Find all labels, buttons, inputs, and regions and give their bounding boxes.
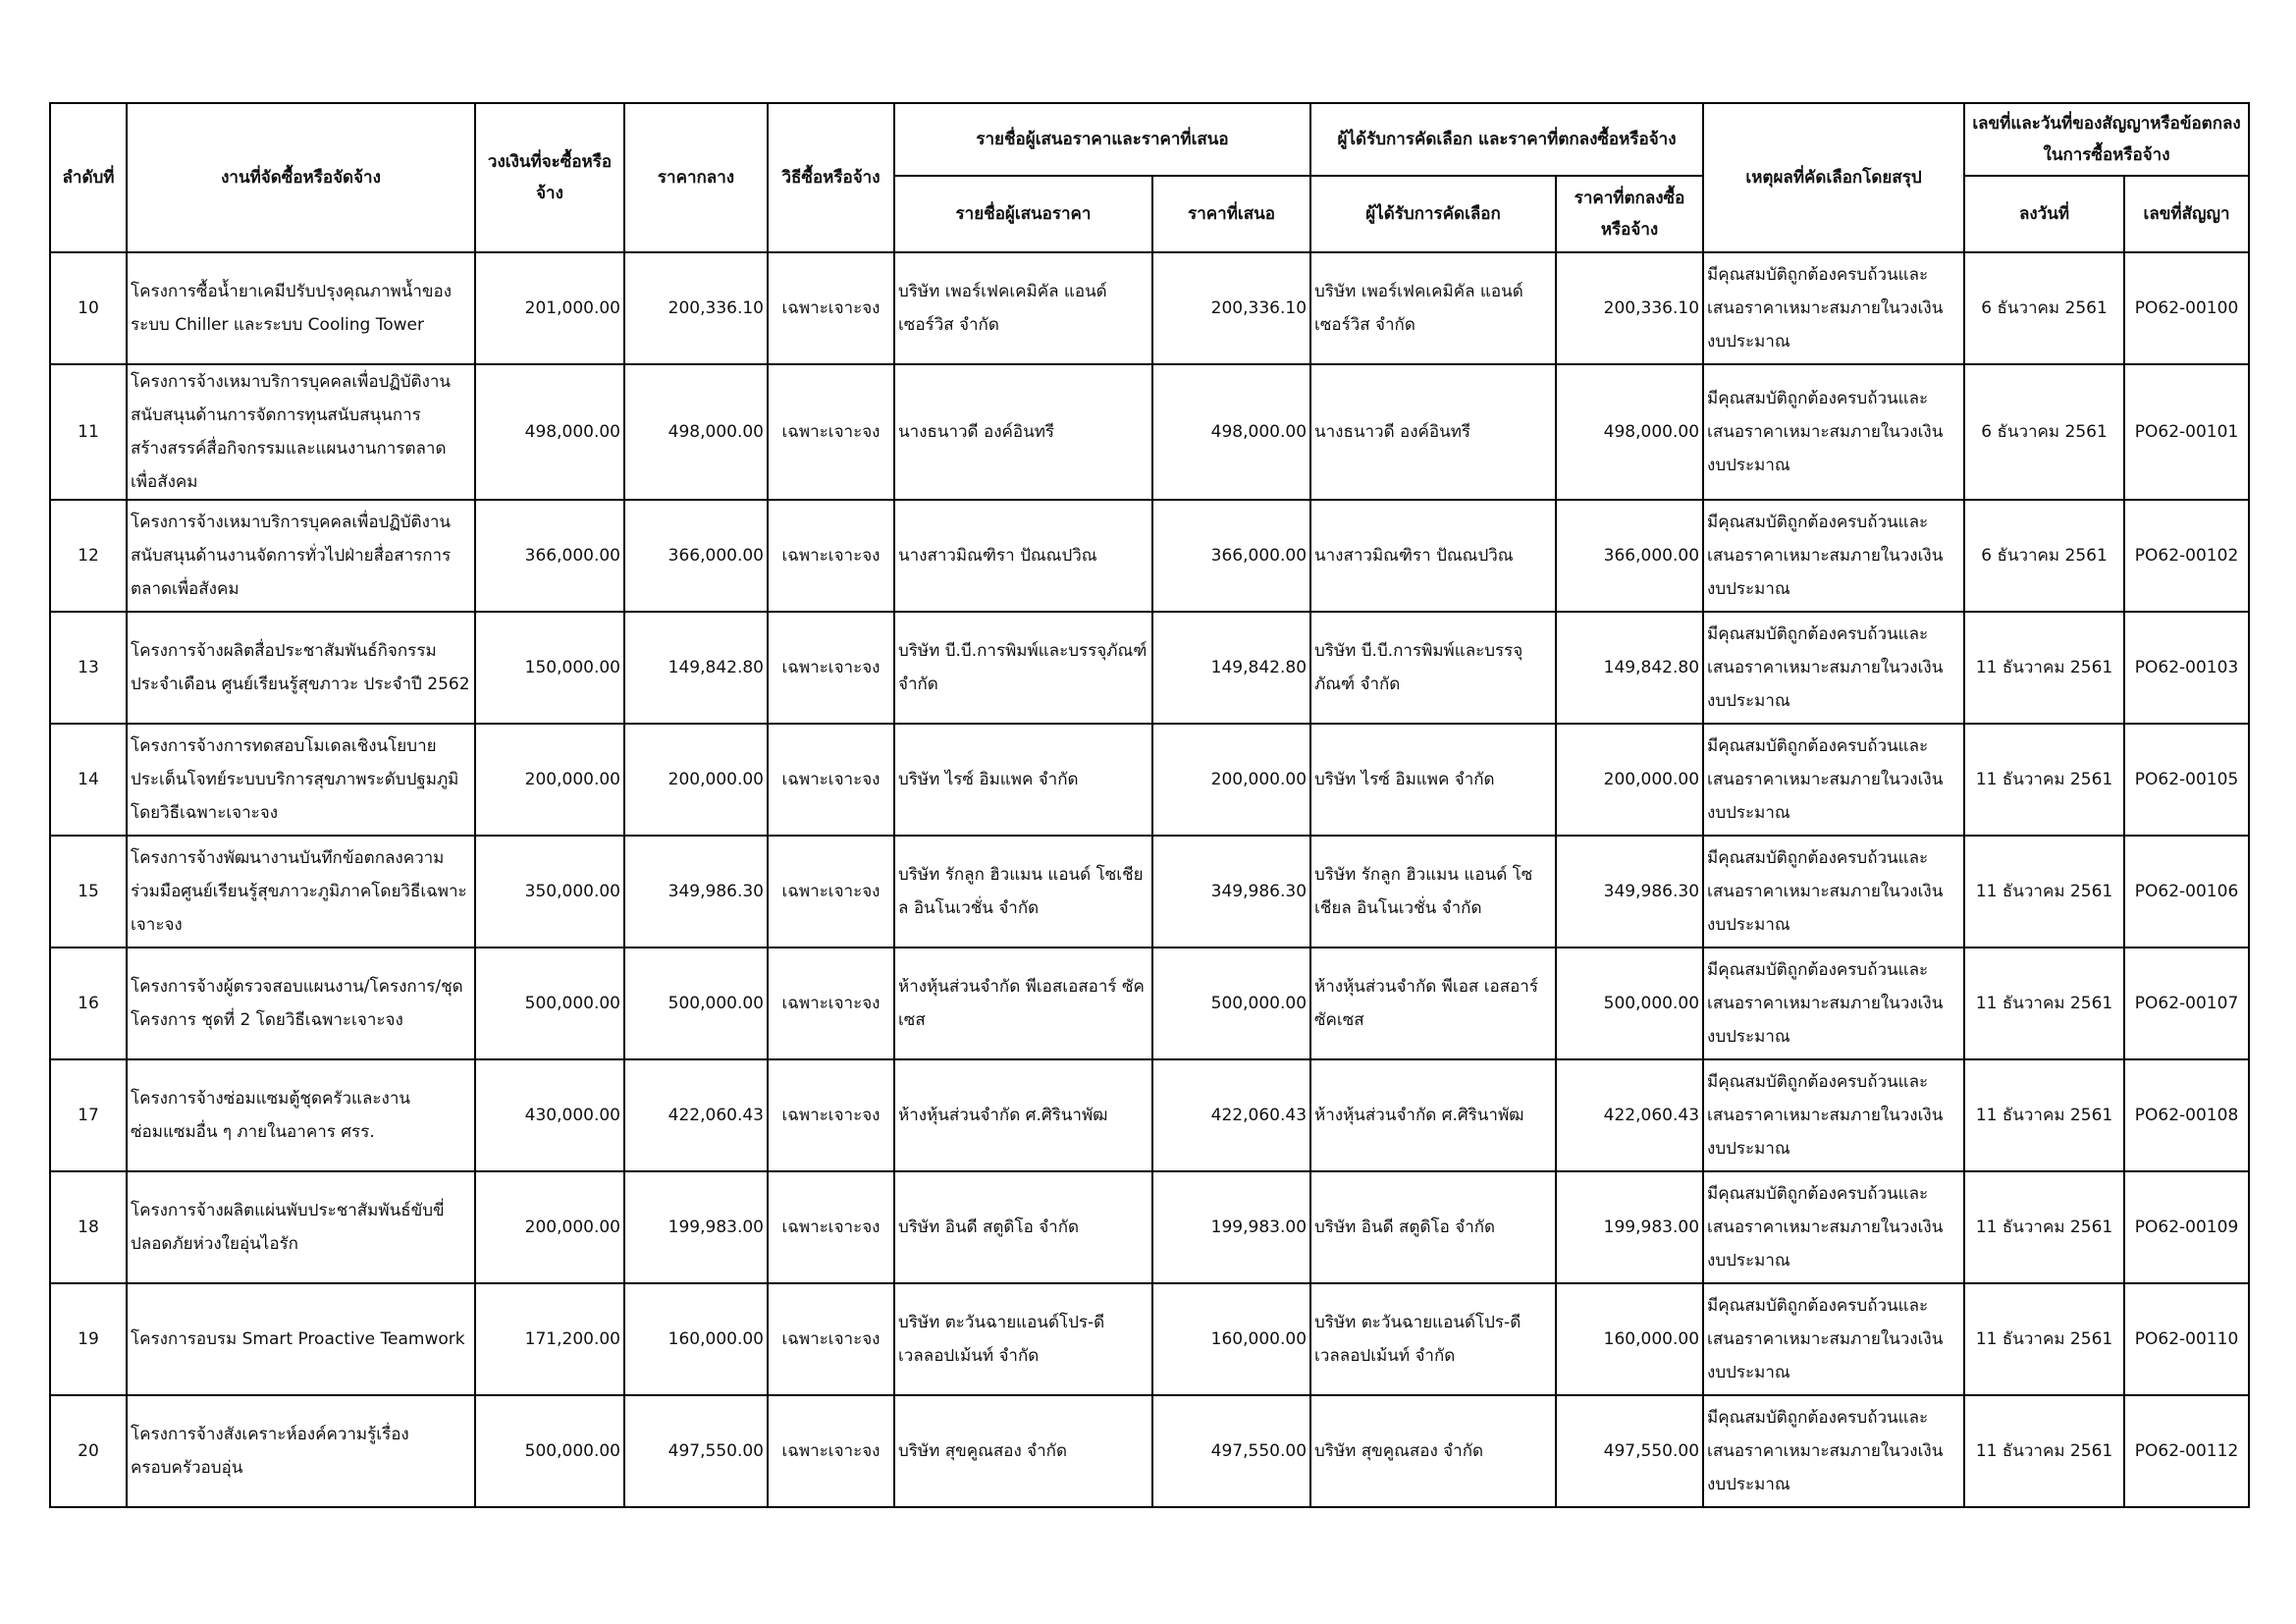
cell-agreed-price: 498,000.00 xyxy=(1556,364,1703,500)
cell-budget: 150,000.00 xyxy=(475,612,624,724)
cell-no: 19 xyxy=(50,1283,127,1395)
cell-selected: บริษัท ไรซ์ อิมแพค จำกัด xyxy=(1310,724,1556,836)
cell-reason: มีคุณสมบัติถูกต้องครบถ้วนและเสนอราคาเหมาะสมภายในวงเงินงบประมาณ xyxy=(1703,1283,1964,1395)
header-no: ลำดับที่ xyxy=(50,103,127,252)
cell-bid-price: 498,000.00 xyxy=(1152,364,1310,500)
cell-contract-no: PO62-00107 xyxy=(2124,947,2249,1059)
header-bidder-name: รายชื่อผู้เสนอราคา xyxy=(894,176,1152,252)
cell-budget: 498,000.00 xyxy=(475,364,624,500)
table-row xyxy=(50,364,2249,500)
cell-no: 15 xyxy=(50,836,127,947)
header-contract-no: เลขที่สัญญา xyxy=(2124,176,2249,252)
table-row xyxy=(50,500,2249,612)
cell-selected: บริษัท เพอร์เฟคเคมิคัล แอนด์ เซอร์วิส จำกัด xyxy=(1310,252,1556,364)
cell-date: 11 ธันวาคม 2561 xyxy=(1964,1171,2124,1283)
cell-median-price: 422,060.43 xyxy=(624,1059,768,1171)
cell-agreed-price: 199,983.00 xyxy=(1556,1171,1703,1283)
cell-bid-price: 500,000.00 xyxy=(1152,947,1310,1059)
cell-median-price: 200,336.10 xyxy=(624,252,768,364)
cell-bid-price: 366,000.00 xyxy=(1152,500,1310,612)
cell-selected: บริษัท บี.บี.การพิมพ์และบรรจุภัณฑ์ จำกัด xyxy=(1310,612,1556,724)
table-row xyxy=(50,947,2249,1059)
cell-bidder: นางสาวมิณฑิรา ปัณณปวิณ xyxy=(894,500,1152,612)
cell-bidder: บริษัท บี.บี.การพิมพ์และบรรจุภัณฑ์ จำกัด xyxy=(894,612,1152,724)
cell-budget: 200,000.00 xyxy=(475,724,624,836)
cell-method: เฉพาะเจาะจง xyxy=(768,724,894,836)
header-budget: วงเงินที่จะซื้อหรือจ้าง xyxy=(475,103,624,252)
cell-budget: 500,000.00 xyxy=(475,947,624,1059)
cell-no: 12 xyxy=(50,500,127,612)
cell-date: 11 ธันวาคม 2561 xyxy=(1964,1059,2124,1171)
cell-contract-no: PO62-00100 xyxy=(2124,252,2249,364)
cell-bid-price: 200,336.10 xyxy=(1152,252,1310,364)
cell-budget: 430,000.00 xyxy=(475,1059,624,1171)
cell-no: 13 xyxy=(50,612,127,724)
cell-agreed-price: 349,986.30 xyxy=(1556,836,1703,947)
cell-no: 17 xyxy=(50,1059,127,1171)
cell-agreed-price: 366,000.00 xyxy=(1556,500,1703,612)
cell-agreed-price: 422,060.43 xyxy=(1556,1059,1703,1171)
cell-method: เฉพาะเจาะจง xyxy=(768,1395,894,1507)
cell-bidder: นางธนาวดี องค์อินทรี xyxy=(894,364,1152,500)
cell-budget: 500,000.00 xyxy=(475,1395,624,1507)
cell-bid-price: 497,550.00 xyxy=(1152,1395,1310,1507)
cell-method: เฉพาะเจาะจง xyxy=(768,947,894,1059)
cell-method: เฉพาะเจาะจง xyxy=(768,612,894,724)
cell-selected: บริษัท อินดี สตูดิโอ จำกัด xyxy=(1310,1171,1556,1283)
cell-no: 18 xyxy=(50,1171,127,1283)
cell-method: เฉพาะเจาะจง xyxy=(768,836,894,947)
header-contract-group: เลขที่และวันที่ของสัญญาหรือข้อตกลงในการซื้อหรือจ้าง xyxy=(1964,103,2249,176)
cell-date: 6 ธันวาคม 2561 xyxy=(1964,500,2124,612)
cell-date: 6 ธันวาคม 2561 xyxy=(1964,364,2124,500)
cell-date: 11 ธันวาคม 2561 xyxy=(1964,1395,2124,1507)
cell-project: โครงการจ้างผลิตแผ่นพับประชาสัมพันธ์ขับขี่ปลอดภัยห่วงใยอุ่นไอรัก xyxy=(127,1171,475,1283)
header-median-price: ราคากลาง xyxy=(624,103,768,252)
table-row xyxy=(50,252,2249,364)
table-body xyxy=(50,252,2249,1507)
header-method: วิธีซื้อหรือจ้าง xyxy=(768,103,894,252)
header-date: ลงวันที่ xyxy=(1964,176,2124,252)
cell-reason: มีคุณสมบัติถูกต้องครบถ้วนและเสนอราคาเหมาะสมภายในวงเงินงบประมาณ xyxy=(1703,1395,1964,1507)
cell-budget: 200,000.00 xyxy=(475,1171,624,1283)
cell-contract-no: PO62-00106 xyxy=(2124,836,2249,947)
cell-bidder: บริษัท ไรซ์ อิมแพค จำกัด xyxy=(894,724,1152,836)
cell-project: โครงการจ้างเหมาบริการบุคคลเพื่อปฏิบัติงานสนับสนุนด้านการจัดการทุนสนับสนุนการสร้างสรรค์สื่อกิจกรรมและแผนงานการตลาดเพื่อสังคม xyxy=(127,364,475,500)
cell-bid-price: 200,000.00 xyxy=(1152,724,1310,836)
cell-budget: 350,000.00 xyxy=(475,836,624,947)
table-row xyxy=(50,1059,2249,1171)
cell-selected: บริษัท สุขคูณสอง จำกัด xyxy=(1310,1395,1556,1507)
cell-contract-no: PO62-00101 xyxy=(2124,364,2249,500)
cell-project: โครงการจ้างเหมาบริการบุคคลเพื่อปฏิบัติงานสนับสนุนด้านงานจัดการทั่วไปฝ่ายสื่อสารการตลาดเพื่อสังคม xyxy=(127,500,475,612)
cell-bid-price: 349,986.30 xyxy=(1152,836,1310,947)
cell-bidder: บริษัท สุขคูณสอง จำกัด xyxy=(894,1395,1152,1507)
cell-bid-price: 422,060.43 xyxy=(1152,1059,1310,1171)
cell-reason: มีคุณสมบัติถูกต้องครบถ้วนและเสนอราคาเหมาะสมภายในวงเงินงบประมาณ xyxy=(1703,947,1964,1059)
cell-no: 11 xyxy=(50,364,127,500)
cell-method: เฉพาะเจาะจง xyxy=(768,252,894,364)
cell-median-price: 497,550.00 xyxy=(624,1395,768,1507)
cell-no: 16 xyxy=(50,947,127,1059)
header-project: งานที่จัดซื้อหรือจัดจ้าง xyxy=(127,103,475,252)
header-agreed-price: ราคาที่ตกลงซื้อหรือจ้าง xyxy=(1556,176,1703,252)
cell-reason: มีคุณสมบัติถูกต้องครบถ้วนและเสนอราคาเหมาะสมภายในวงเงินงบประมาณ xyxy=(1703,364,1964,500)
cell-median-price: 200,000.00 xyxy=(624,724,768,836)
cell-budget: 366,000.00 xyxy=(475,500,624,612)
cell-reason: มีคุณสมบัติถูกต้องครบถ้วนและเสนอราคาเหมาะสมภายในวงเงินงบประมาณ xyxy=(1703,500,1964,612)
cell-bid-price: 199,983.00 xyxy=(1152,1171,1310,1283)
cell-bid-price: 149,842.80 xyxy=(1152,612,1310,724)
cell-project: โครงการจ้างผู้ตรวจสอบแผนงาน/โครงการ/ชุดโครงการ ชุดที่ 2 โดยวิธีเฉพาะเจาะจง xyxy=(127,947,475,1059)
cell-bidder: บริษัท รักลูก ฮิวแมน แอนด์ โซเชียล อินโนเวชั่น จำกัด xyxy=(894,836,1152,947)
cell-date: 6 ธันวาคม 2561 xyxy=(1964,252,2124,364)
cell-project: โครงการจ้างซ่อมแซมตู้ชุดครัวและงานซ่อมแซมอื่น ๆ ภายในอาคาร ศรร. xyxy=(127,1059,475,1171)
cell-bidder: ห้างหุ้นส่วนจำกัด ศ.ศิรินาพัฒ xyxy=(894,1059,1152,1171)
cell-date: 11 ธันวาคม 2561 xyxy=(1964,724,2124,836)
table-row xyxy=(50,1171,2249,1283)
cell-project: โครงการจ้างผลิตสื่อประชาสัมพันธ์กิจกรรมประจำเดือน ศูนย์เรียนรู้สุขภาวะ ประจำปี 2562 xyxy=(127,612,475,724)
cell-reason: มีคุณสมบัติถูกต้องครบถ้วนและเสนอราคาเหมาะสมภายในวงเงินงบประมาณ xyxy=(1703,1059,1964,1171)
cell-project: โครงการอบรม Smart Proactive Teamwork xyxy=(127,1283,475,1395)
cell-no: 20 xyxy=(50,1395,127,1507)
table-row xyxy=(50,1283,2249,1395)
cell-method: เฉพาะเจาะจง xyxy=(768,364,894,500)
cell-selected: ห้างหุ้นส่วนจำกัด ศ.ศิรินาพัฒ xyxy=(1310,1059,1556,1171)
table-row xyxy=(50,612,2249,724)
cell-agreed-price: 497,550.00 xyxy=(1556,1395,1703,1507)
cell-agreed-price: 160,000.00 xyxy=(1556,1283,1703,1395)
cell-median-price: 498,000.00 xyxy=(624,364,768,500)
cell-contract-no: PO62-00109 xyxy=(2124,1171,2249,1283)
table-row xyxy=(50,836,2249,947)
cell-median-price: 349,986.30 xyxy=(624,836,768,947)
cell-agreed-price: 200,336.10 xyxy=(1556,252,1703,364)
cell-reason: มีคุณสมบัติถูกต้องครบถ้วนและเสนอราคาเหมาะสมภายในวงเงินงบประมาณ xyxy=(1703,1171,1964,1283)
cell-no: 10 xyxy=(50,252,127,364)
header-selected-name: ผู้ได้รับการคัดเลือก xyxy=(1310,176,1556,252)
cell-no: 14 xyxy=(50,724,127,836)
cell-contract-no: PO62-00105 xyxy=(2124,724,2249,836)
cell-contract-no: PO62-00103 xyxy=(2124,612,2249,724)
cell-date: 11 ธันวาคม 2561 xyxy=(1964,836,2124,947)
header-reason: เหตุผลที่คัดเลือกโดยสรุป xyxy=(1703,103,1964,252)
cell-bidder: บริษัท ตะวันฉายแอนด์โปร-ดีเวลลอปเม้นท์ จำกัด xyxy=(894,1283,1152,1395)
cell-budget: 201,000.00 xyxy=(475,252,624,364)
cell-selected: นางธนาวดี องค์อินทรี xyxy=(1310,364,1556,500)
header-bidders-group: รายชื่อผู้เสนอราคาและราคาที่เสนอ xyxy=(894,103,1310,176)
cell-bidder: บริษัท อินดี สตูดิโอ จำกัด xyxy=(894,1171,1152,1283)
cell-selected: นางสาวมิณฑิรา ปัณณปวิณ xyxy=(1310,500,1556,612)
cell-reason: มีคุณสมบัติถูกต้องครบถ้วนและเสนอราคาเหมาะสมภายในวงเงินงบประมาณ xyxy=(1703,252,1964,364)
cell-median-price: 500,000.00 xyxy=(624,947,768,1059)
cell-date: 11 ธันวาคม 2561 xyxy=(1964,612,2124,724)
cell-method: เฉพาะเจาะจง xyxy=(768,1059,894,1171)
cell-budget: 171,200.00 xyxy=(475,1283,624,1395)
cell-method: เฉพาะเจาะจง xyxy=(768,1283,894,1395)
cell-bidder: บริษัท เพอร์เฟคเคมิคัล แอนด์ เซอร์วิส จำกัด xyxy=(894,252,1152,364)
cell-agreed-price: 149,842.80 xyxy=(1556,612,1703,724)
cell-date: 11 ธันวาคม 2561 xyxy=(1964,947,2124,1059)
cell-median-price: 366,000.00 xyxy=(624,500,768,612)
cell-agreed-price: 500,000.00 xyxy=(1556,947,1703,1059)
cell-project: โครงการจ้างสังเคราะห์องค์ความรู้เรื่องครอบครัวอบอุ่น xyxy=(127,1395,475,1507)
cell-project: โครงการจ้างพัฒนางานบันทึกข้อตกลงความร่วมมือศูนย์เรียนรู้สุขภาวะภูมิภาคโดยวิธีเฉพาะเจาะจง xyxy=(127,836,475,947)
cell-median-price: 160,000.00 xyxy=(624,1283,768,1395)
header-bid-price: ราคาที่เสนอ xyxy=(1152,176,1310,252)
cell-selected: บริษัท ตะวันฉายแอนด์โปร-ดีเวลลอปเม้นท์ จำกัด xyxy=(1310,1283,1556,1395)
cell-date: 11 ธันวาคม 2561 xyxy=(1964,1283,2124,1395)
cell-selected: ห้างหุ้นส่วนจำกัด พีเอส เอสอาร์ ซัคเซส xyxy=(1310,947,1556,1059)
cell-bidder: ห้างหุ้นส่วนจำกัด พีเอสเอสอาร์ ซัคเซส xyxy=(894,947,1152,1059)
header-selected-group: ผู้ได้รับการคัดเลือก และราคาที่ตกลงซื้อหรือจ้าง xyxy=(1310,103,1703,176)
cell-method: เฉพาะเจาะจง xyxy=(768,500,894,612)
cell-method: เฉพาะเจาะจง xyxy=(768,1171,894,1283)
cell-reason: มีคุณสมบัติถูกต้องครบถ้วนและเสนอราคาเหมาะสมภายในวงเงินงบประมาณ xyxy=(1703,836,1964,947)
cell-contract-no: PO62-00112 xyxy=(2124,1395,2249,1507)
cell-bid-price: 160,000.00 xyxy=(1152,1283,1310,1395)
cell-contract-no: PO62-00108 xyxy=(2124,1059,2249,1171)
table-row xyxy=(50,724,2249,836)
cell-reason: มีคุณสมบัติถูกต้องครบถ้วนและเสนอราคาเหมาะสมภายในวงเงินงบประมาณ xyxy=(1703,724,1964,836)
header-row xyxy=(50,103,2249,176)
cell-median-price: 149,842.80 xyxy=(624,612,768,724)
procurement-table xyxy=(49,102,2250,1508)
cell-contract-no: PO62-00102 xyxy=(2124,500,2249,612)
cell-project: โครงการจ้างการทดสอบโมเดลเชิงนโยบายประเด็นโจทย์ระบบบริการสุขภาพระดับปฐมภูมิโดยวิธีเฉพาะเจาะจง xyxy=(127,724,475,836)
cell-contract-no: PO62-00110 xyxy=(2124,1283,2249,1395)
cell-reason: มีคุณสมบัติถูกต้องครบถ้วนและเสนอราคาเหมาะสมภายในวงเงินงบประมาณ xyxy=(1703,612,1964,724)
cell-project: โครงการซื้อน้ำยาเคมีปรับปรุงคุณภาพน้ำของระบบ Chiller และระบบ Cooling Tower xyxy=(127,252,475,364)
table-row xyxy=(50,1395,2249,1507)
cell-median-price: 199,983.00 xyxy=(624,1171,768,1283)
cell-agreed-price: 200,000.00 xyxy=(1556,724,1703,836)
cell-selected: บริษัท รักลูก ฮิวแมน แอนด์ โซเชียล อินโนเวชั่น จำกัด xyxy=(1310,836,1556,947)
